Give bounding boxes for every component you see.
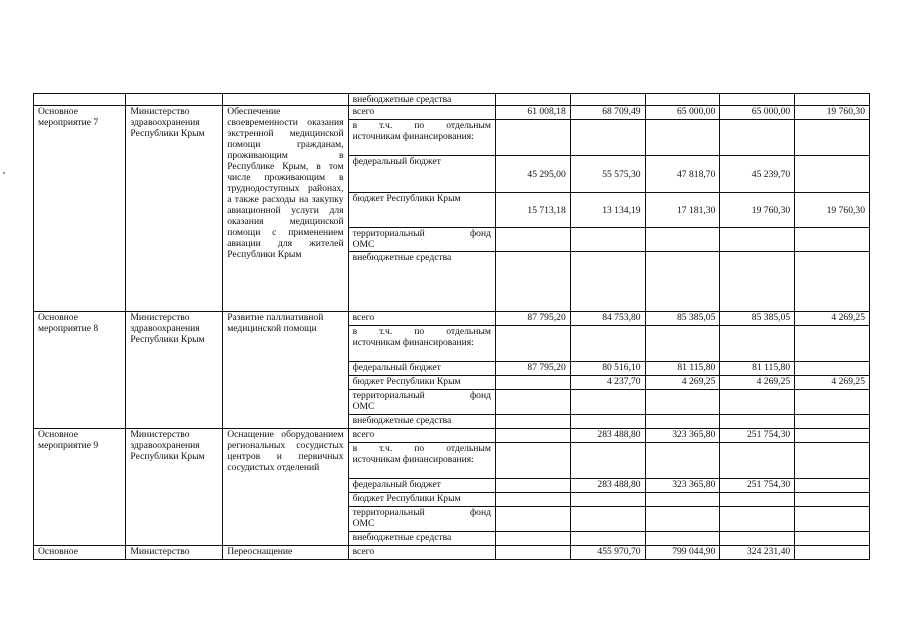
table-row bbox=[34, 429, 870, 443]
value-cell: 45 239,70 bbox=[720, 156, 795, 193]
source-cell: всего bbox=[348, 106, 495, 120]
budget-table bbox=[33, 93, 870, 560]
value-cell: 455 970,70 bbox=[570, 546, 645, 560]
value-cell: 84 753,80 bbox=[570, 312, 645, 326]
value-cell: 13 134,19 bbox=[570, 193, 645, 228]
value-cell: 283 488,80 bbox=[570, 479, 645, 493]
source-cell: в т.ч. по отдельным источникам финансирования: bbox=[348, 120, 495, 156]
value-cell: 55 575,30 bbox=[570, 156, 645, 193]
source-cell: федеральный бюджет bbox=[348, 362, 495, 376]
value-cell: 81 115,80 bbox=[720, 362, 795, 376]
value-cell: 251 754,30 bbox=[720, 429, 795, 443]
value-cell bbox=[795, 546, 870, 560]
value-cell: 19 760,30 bbox=[720, 193, 795, 228]
source-cell: внебюджетные средства bbox=[348, 415, 495, 429]
value-cell: 4 237,70 bbox=[570, 376, 645, 390]
value-cell: 19 760,30 bbox=[795, 106, 870, 120]
value-cell: 65 000,00 bbox=[645, 106, 720, 120]
source-cell: внебюджетные средства bbox=[348, 94, 495, 106]
source-cell: всего bbox=[348, 546, 495, 560]
source-cell: всего bbox=[348, 312, 495, 326]
source-cell: всего bbox=[348, 429, 495, 443]
value-cell: 324 231,40 bbox=[720, 546, 795, 560]
event-name-cell: Основное мероприятие 8 bbox=[34, 312, 126, 429]
value-cell: 65 000,00 bbox=[720, 106, 795, 120]
description-cell: Развитие паллиативной медицинской помощи bbox=[223, 312, 348, 429]
table-row bbox=[34, 312, 870, 326]
source-cell: бюджет Республики Крым bbox=[348, 193, 495, 228]
source-cell: бюджет Республики Крым bbox=[348, 493, 495, 507]
page-speck bbox=[3, 172, 5, 174]
value-cell: 68 709,49 bbox=[570, 106, 645, 120]
value-cell: 251 754,30 bbox=[720, 479, 795, 493]
value-cell: 323 365,80 bbox=[645, 429, 720, 443]
value-cell: 87 795,20 bbox=[495, 312, 570, 326]
source-cell: территориальный фонд ОМС bbox=[348, 390, 495, 415]
value-cell bbox=[495, 479, 570, 493]
value-cell: 799 044,90 bbox=[645, 546, 720, 560]
ministry-cell: Министерство здравоохранения Республики Крым bbox=[126, 312, 223, 429]
value-cell bbox=[795, 429, 870, 443]
value-cell bbox=[795, 479, 870, 493]
description-cell: Оснащение оборудованием региональных сосудистых центров и первичных сосудистых отделений bbox=[223, 429, 348, 546]
value-cell bbox=[795, 362, 870, 376]
table-row bbox=[34, 546, 870, 560]
value-cell bbox=[495, 546, 570, 560]
value-cell: 283 488,80 bbox=[570, 429, 645, 443]
ministry-cell: Министерство здравоохранения Республики Крым bbox=[126, 106, 223, 312]
description-cell: Обеспечение своевременности оказания экстренной медицинской помощи гражданам, проживающим в Республике Крым, в том числе проживающим в труднодоступных районах, а также расходы на закупку авиационной услуги для оказания медицинской помощи с применением авиации для жителей Республики Крым bbox=[223, 106, 348, 312]
source-cell: федеральный бюджет bbox=[348, 479, 495, 493]
ministry-cell: Министерство bbox=[126, 546, 223, 560]
source-cell: федеральный бюджет bbox=[348, 156, 495, 193]
table-row bbox=[34, 106, 870, 120]
value-cell: 80 516,10 bbox=[570, 362, 645, 376]
source-cell: территориальный фонд ОМС bbox=[348, 228, 495, 252]
table-row bbox=[34, 94, 870, 106]
source-cell: в т.ч. по отдельным источникам финансирования: bbox=[348, 443, 495, 479]
ministry-cell: Министерство здравоохранения Республики Крым bbox=[126, 429, 223, 546]
value-cell: 4 269,25 bbox=[795, 312, 870, 326]
value-cell: 4 269,25 bbox=[795, 376, 870, 390]
value-cell: 47 818,70 bbox=[645, 156, 720, 193]
value-cell: 45 295,00 bbox=[495, 156, 570, 193]
source-cell: внебюджетные средства bbox=[348, 532, 495, 546]
value-cell bbox=[495, 376, 570, 390]
value-cell: 15 713,18 bbox=[495, 193, 570, 228]
value-cell: 17 181,30 bbox=[645, 193, 720, 228]
value-cell: 81 115,80 bbox=[645, 362, 720, 376]
source-cell: внебюджетные средства bbox=[348, 252, 495, 312]
event-name-cell: Основное мероприятие 9 bbox=[34, 429, 126, 546]
value-cell: 85 385,05 bbox=[645, 312, 720, 326]
source-cell: бюджет Республики Крым bbox=[348, 376, 495, 390]
source-cell: в т.ч. по отдельным источникам финансирования: bbox=[348, 326, 495, 362]
value-cell bbox=[495, 429, 570, 443]
source-cell: территориальный фонд ОМС bbox=[348, 507, 495, 532]
value-cell: 85 385,05 bbox=[720, 312, 795, 326]
value-cell bbox=[795, 156, 870, 193]
event-name-cell: Основное bbox=[34, 546, 126, 560]
value-cell: 4 269,25 bbox=[720, 376, 795, 390]
event-name-cell: Основное мероприятие 7 bbox=[34, 106, 126, 312]
description-cell: Переоснащение bbox=[223, 546, 348, 560]
value-cell: 19 760,30 bbox=[795, 193, 870, 228]
value-cell: 4 269,25 bbox=[645, 376, 720, 390]
value-cell: 323 365,80 bbox=[645, 479, 720, 493]
value-cell: 61 008,18 bbox=[495, 106, 570, 120]
value-cell: 87 795,20 bbox=[495, 362, 570, 376]
